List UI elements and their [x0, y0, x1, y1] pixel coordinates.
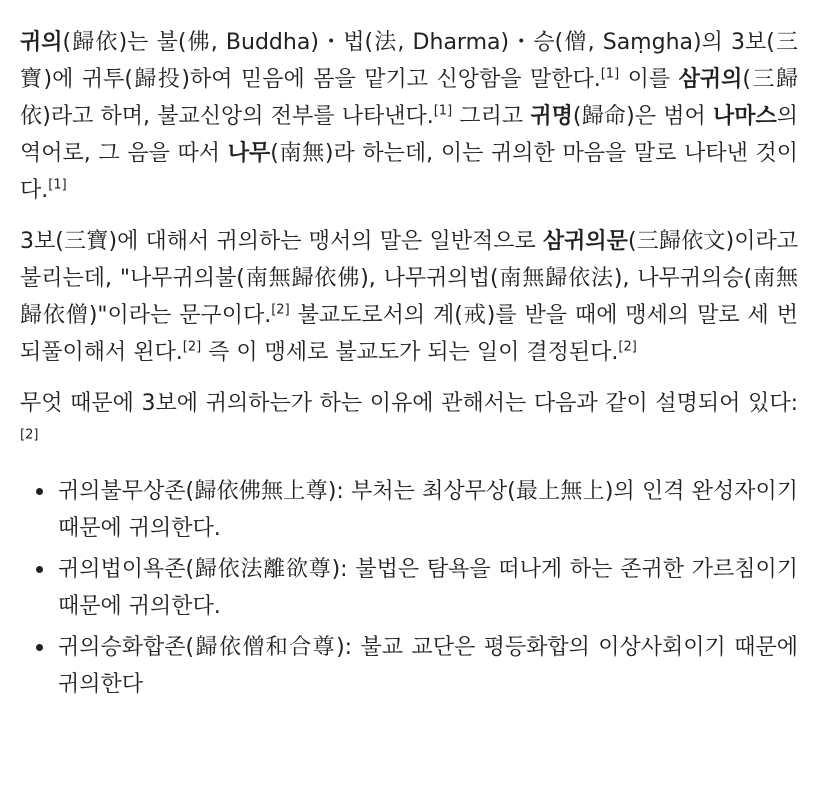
- list-item: 귀의법이욕존(歸依法離欲尊): 불법은 탐욕을 떠나게 하는 존귀한 가르침이기 때문에 귀의한다.: [58, 551, 798, 625]
- citation-link[interactable]: [2]: [20, 427, 39, 443]
- term-namaseu: 나마스: [712, 104, 777, 129]
- text: 이를: [619, 67, 679, 92]
- term-samgwiui: 삼귀의: [678, 67, 743, 92]
- text: 3보(三寶)에 대해서 귀의하는 맹서의 말은 일반적으로: [20, 229, 543, 254]
- text: (歸命)은 범어: [572, 104, 713, 129]
- citation-link[interactable]: [1]: [600, 66, 620, 82]
- list-item: 귀의불무상존(歸依佛無上尊): 부처는 최상무상(最上無上)의 인격 완성자이기 때문에 귀의한다.: [58, 473, 798, 547]
- citation-link[interactable]: [2]: [271, 302, 290, 318]
- citation-link[interactable]: [2]: [618, 339, 637, 355]
- citation[interactable]: [601, 67, 619, 82]
- text: (三歸依)라고 하며, 불교신앙의 전부를 나타낸다.: [20, 67, 799, 129]
- text: (三歸依文)이라고 불리는데, "나무귀의불(南無歸依佛), 나무귀의법(南無歸依法), 나무귀의승(南無歸依僧)"이라는 문구이다.: [20, 229, 798, 328]
- paragraph-samgwiuimun: [20, 223, 798, 371]
- citation[interactable]: [48, 178, 66, 193]
- term-namu: 나무: [227, 141, 271, 166]
- citation[interactable]: [20, 428, 38, 443]
- term-gwiui: 귀의: [20, 30, 63, 55]
- citation[interactable]: [271, 303, 289, 318]
- paragraph-reasons: [20, 385, 798, 459]
- citation[interactable]: [434, 104, 452, 119]
- citation[interactable]: [183, 340, 201, 355]
- list-item: 귀의승화합존(歸依僧和合尊): 불교 교단은 평등화합의 이상사회이기 때문에 귀의한다: [58, 629, 798, 703]
- citation-link[interactable]: [1]: [433, 103, 453, 119]
- term-gwimyeong: 귀명: [530, 104, 573, 129]
- citation-link[interactable]: [1]: [48, 177, 67, 193]
- text: (歸依)는 불(佛, Buddha)・법(法, Dharma)・승(僧, Saṃgha)의 3보(三寶)에 귀투(歸投)하여 믿음에 몸을 맡기고 신앙함을 말한다.: [20, 30, 798, 92]
- citation-link[interactable]: [2]: [182, 339, 202, 355]
- term-samgwiuimun: 삼귀의문: [542, 229, 628, 254]
- text: (南無)라 하는데, 이는 귀의한 마음을 말로 나타낸 것이다.: [20, 141, 799, 203]
- text: 즉 이 맹세로 불교도가 되는 일이 결정된다.: [201, 340, 619, 365]
- text: 불교도로서의 계(戒)를 받을 때에 맹세의 말로 세 번 되풀이해서 왼다.: [20, 303, 798, 365]
- citation[interactable]: [618, 340, 636, 355]
- text: 의 역어로, 그 음을 따서: [20, 104, 798, 166]
- reasons-list: [20, 473, 798, 703]
- text: 무엇 때문에 3보에 귀의하는가 하는 이유에 관해서는 다음과 같이 설명되어 있다:: [20, 391, 798, 416]
- paragraph-definition: [20, 24, 798, 209]
- text: 그리고: [452, 104, 531, 129]
